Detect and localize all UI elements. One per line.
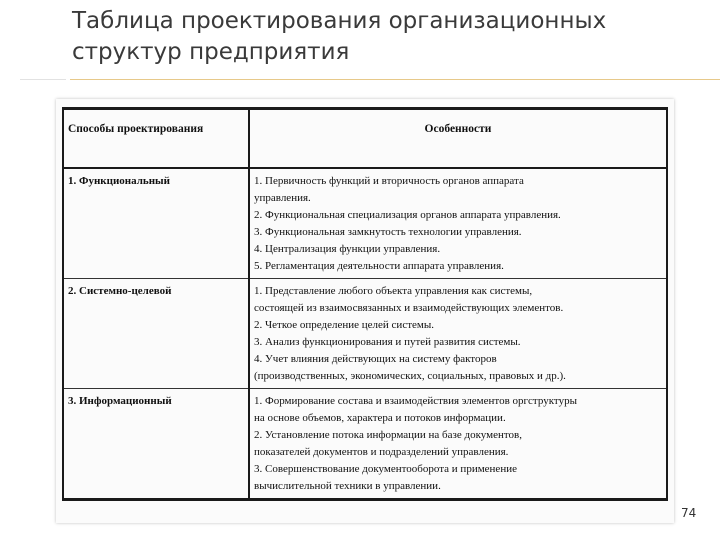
header-features: Особенности — [249, 109, 667, 169]
title-divider-left — [20, 79, 66, 80]
feature-line: 2. Установление потока информации на базе документов, — [254, 429, 522, 441]
method-cell: 2. Системно-целевой — [63, 279, 249, 389]
scanned-table-image — [56, 99, 674, 523]
feature-line: 3. Функциональная замкнутость технологии управления. — [254, 226, 522, 238]
table-row — [63, 279, 667, 389]
table-header-row — [63, 109, 667, 169]
feature-line: вычислительной техники в управлении. — [254, 480, 441, 492]
feature-line: состоящей из взаимосвязанных и взаимодействующих элементов. — [254, 302, 564, 314]
feature-line: на основе объемов, характера и потоков информации. — [254, 412, 506, 424]
feature-line: 1. Формирование состава и взаимодействия элементов оргструктуры — [254, 395, 577, 407]
features-cell — [249, 279, 667, 389]
slide-title: Таблица проектирования организационных структур предприятия — [72, 8, 607, 65]
feature-line: 4. Учет влияния действующих на систему факторов — [254, 353, 497, 365]
feature-line: 2. Четкое определение целей системы. — [254, 319, 434, 331]
feature-line: показателей документов и подразделений управления. — [254, 446, 509, 458]
page-number: 74 — [681, 506, 697, 520]
table-row — [63, 168, 667, 279]
design-methods-table — [62, 107, 668, 501]
title-divider — [70, 79, 720, 80]
table-row — [63, 389, 667, 500]
feature-line: 1. Представление любого объекта управления как системы, — [254, 285, 533, 297]
method-cell: 3. Информационный — [63, 389, 249, 500]
feature-line: 4. Централизация функции управления. — [254, 243, 441, 255]
header-methods: Способы проектирования — [63, 109, 249, 169]
features-cell — [249, 168, 667, 279]
features-cell — [249, 389, 667, 500]
method-cell: 1. Функциональный — [63, 168, 249, 279]
feature-line: управления. — [254, 192, 311, 204]
feature-line: 3. Совершенствование документооборота и применение — [254, 463, 517, 475]
feature-line: 2. Функциональная специализация органов аппарата управления. — [254, 209, 561, 221]
feature-line: (производственных, экономических, социальных, правовых и др.). — [254, 370, 566, 382]
feature-line: 1. Первичность функций и вторичность органов аппарата — [254, 175, 524, 187]
feature-line: 3. Анализ функционирования и путей развития системы. — [254, 336, 521, 348]
feature-line: 5. Регламентация деятельности аппарата управления. — [254, 260, 504, 272]
